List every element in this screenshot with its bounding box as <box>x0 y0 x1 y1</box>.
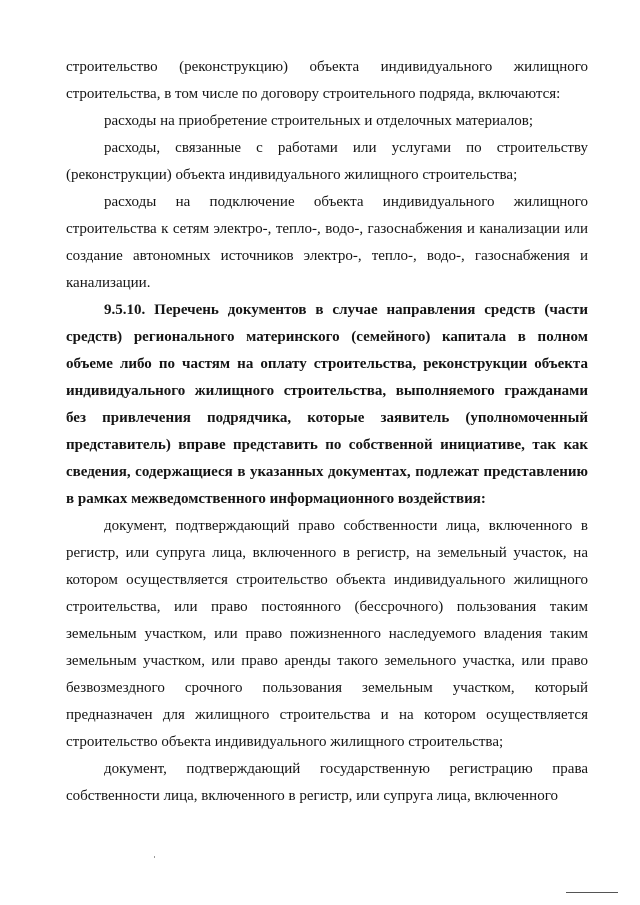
section-heading-9-5-10: 9.5.10. Перечень документов в случае направления средств (части средств) регионального материнского (семейного) капитала в полном объеме либо по частям на оплату строительства, реконструкции объекта индивидуального жилищного строительства, выполняемого гражданами без привлечения подрядчика, которые заявитель (уполномоченный представитель) вправе представить по собственной инициативе, так как сведения, содержащиеся в указанных документах, подлежат представлению в рамках межведомственного информационного воздействия: <box>66 302 588 507</box>
signature-line <box>566 892 618 893</box>
paragraph-registration-document: документ, подтверждающий государственную регистрацию права собственности лица, включенного в регистр, или супруга лица, включенного <box>66 761 588 804</box>
document-body <box>66 54 588 810</box>
paragraph-land-ownership-document: документ, подтверждающий право собственности лица, включенного в регистр, или супруга лица, включенного в регистр, на земельный участок, на котором осуществляется строительство объекта индивидуального жилищного строительства, или право постоянного (бессрочного) пользования таким земельным участком, или право пожизненного наследуемого владения таким земельным участком, или право аренды такого земельного участка, или право безвозмездного срочного пользования земельным участком, который предназначен для жилищного строительства и на котором осуществляется строительство объекта индивидуального жилищного строительства; <box>66 518 588 750</box>
paragraph-connection-expenses: расходы на подключение объекта индивидуального жилищного строительства к сетям электро-, тепло-, водо-, газоснабжения и канализации или создание автономных источников электро-, тепло-, водо-, газоснабжения и канализации. <box>66 194 588 291</box>
paragraph-continuation: строительство (реконструкцию) объекта индивидуального жилищного строительства, в том числе по договору строительного подряда, включаются: <box>66 59 588 102</box>
scan-speck <box>154 856 155 858</box>
paragraph-works-expenses: расходы, связанные с работами или услугами по строительству (реконструкции) объекта индивидуального жилищного строительства; <box>66 140 588 183</box>
paragraph-materials-expenses: расходы на приобретение строительных и отделочных материалов; <box>104 113 533 129</box>
